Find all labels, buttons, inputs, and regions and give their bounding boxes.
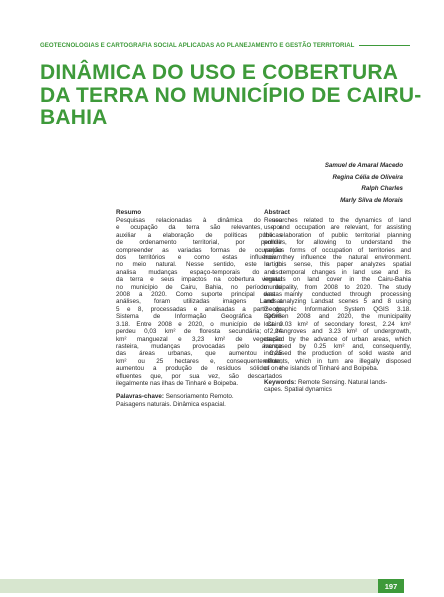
- title-line: DA TERRA NO MUNICÍPIO DE CAIRU-: [40, 83, 422, 107]
- abstract-line: and temporal changes in land use and its: [264, 268, 411, 276]
- abstract-heading: Abstract: [264, 209, 290, 216]
- author-list: [325, 160, 403, 206]
- resumo-column: [116, 209, 282, 408]
- resumo-line: Sistema de Informação Geográfica QGIS: [116, 313, 282, 321]
- abstract-column: [264, 209, 411, 393]
- resumo-line: de ordenamento territorial, por permitir: [116, 239, 282, 247]
- resumo-line: dos territórios e como estas influenciam: [116, 254, 282, 262]
- abstract-line: impacts on land cover in the Cairu-Bahia: [264, 276, 411, 284]
- abstract-keywords-label: Keywords:: [264, 378, 297, 386]
- abstract-line: various forms of occupation of territories and: [264, 246, 411, 254]
- abstract-line: was mainly conducted through processing: [264, 291, 411, 299]
- resumo-line: da terra e seus impactos na cobertura vegetal: [116, 276, 282, 284]
- abstract-body: [264, 217, 411, 373]
- abstract-line: Researches related to the dynamics of land: [264, 217, 411, 224]
- section-header: [40, 42, 410, 49]
- page-footer: [0, 579, 444, 593]
- section-title: GEOTECNOLOGIAS E CARTOGRAFIA SOCIAL APLICADAS AO PLANEJAMENTO E GESTÃO TERRITORIAL: [40, 42, 355, 49]
- resumo-line: efluentes que, por sua vez, são descartados: [116, 372, 282, 380]
- resumo-heading: Resumo: [116, 209, 142, 216]
- abstract-line: policies, for allowing to understand the: [264, 239, 411, 247]
- author-name: Regina Célia de Oliveira: [332, 173, 403, 181]
- resumo-line: e ocupação da terra são relevantes, por: [116, 224, 282, 232]
- section-rule: [359, 45, 410, 46]
- resumo-line: 3.18. Entre 2008 e 2020, o município de Cairu: [116, 320, 282, 328]
- abstract-line: Geographic Information System QGIS 3.18.: [264, 305, 411, 313]
- abstract-line: lost 0.03 km² of secondary forest, 2.24 km²: [264, 320, 411, 328]
- abstract-line: of on the islands of Tinharé and Boipeba.: [264, 365, 379, 373]
- resumo-line: 2008 a 2020. Como suporte principal destas: [116, 291, 282, 299]
- abstract-line: and analyzing Landsat scenes 5 and 8 using: [264, 298, 411, 306]
- footer-band: [0, 579, 378, 593]
- resumo-line: auxiliar a elaboração de políticas públicas: [116, 231, 282, 239]
- resumo-line: rasteira, mudanças provocadas pelo avanço: [116, 342, 282, 350]
- resumo-line: Pesquisas relacionadas à dinâmica do uso: [116, 217, 282, 224]
- resumo-line: das áreas urbanas, que aumentou 0,25: [116, 350, 282, 358]
- resumo-line: análises, foram utilizadas imagens Landsat: [116, 298, 282, 306]
- title-line: BAHIA: [40, 106, 108, 129]
- resumo-keywords: [116, 393, 282, 408]
- author-name: Samuel de Amaral Macedo: [324, 162, 403, 169]
- resumo-keywords-label: Palavras-chave:: [116, 393, 164, 401]
- resumo-line: ilegalmente nas ilhas de Tinharé e Boipeba.: [116, 379, 239, 387]
- resumo-line: no município de Cairu, Bahia, no período de: [116, 283, 282, 291]
- abstract-line: In this sense, this paper analyzes spatial: [264, 261, 411, 269]
- abstract-line: municipality, from 2008 to 2020. The study: [264, 283, 411, 291]
- resumo-line: aumentou a produção de resíduos sólidos e: [116, 365, 282, 373]
- author-name: Marly Silva de Morais: [340, 196, 403, 204]
- abstract-keywords: [264, 379, 411, 394]
- resumo-keywords-line: Paisagens naturais. Dinâmica espacial.: [116, 400, 226, 408]
- resumo-line: 5 e 8, processadas e analisadas a partir do: [116, 305, 282, 313]
- resumo-line: no meio natural. Nesse sentido, este artigo: [116, 261, 282, 269]
- abstract-line: how they influence the natural environment.: [264, 254, 411, 262]
- abstract-line: of mangroves and 3.23 km² of undergrowth,: [264, 328, 411, 336]
- page-number: 197: [378, 579, 404, 593]
- abstract-keywords-text: Remote Sensing. Natural lands-: [297, 378, 388, 386]
- abstract-line: increased by 0.25 km² and, consequently,: [264, 342, 411, 350]
- resumo-line: perdeu 0,03 km² de floresta secundária; 2,24: [116, 328, 282, 336]
- resumo-line: analisa mudanças espaço-temporais do uso: [116, 268, 282, 276]
- abstract-line: increased the production of solid waste and: [264, 350, 411, 358]
- abstract-line: use and occupation are relevant, for assisting: [264, 224, 411, 232]
- abstract-line: effluents, which in turn are illegally disposed: [264, 357, 411, 365]
- abstract-keywords-line: [264, 379, 411, 386]
- title-line: DINÂMICA DO USO E COBERTURA: [40, 61, 399, 84]
- resumo-keywords-text: Sensoriamento Remoto.: [165, 393, 234, 401]
- resumo-body: [116, 217, 282, 387]
- author-name: Ralph Charles: [361, 185, 403, 192]
- abstract-line: Between 2008 and 2020, the municipality: [264, 313, 411, 321]
- resumo-keywords-line: [116, 393, 282, 400]
- article-title: [40, 61, 422, 130]
- resumo-line: compreender as variadas formas de ocupação: [116, 246, 282, 254]
- abstract-keywords-line: capes. Spatial dynamics: [264, 385, 332, 393]
- abstract-line: the elaboration of public territorial planning: [264, 231, 411, 239]
- resumo-line: km² manguezal e 3,23 km² de vegetação: [116, 335, 282, 343]
- abstract-line: caused by the advance of urban areas, which: [264, 335, 411, 343]
- resumo-line: km² ou 25 hectares e, consequentemente,: [116, 357, 282, 365]
